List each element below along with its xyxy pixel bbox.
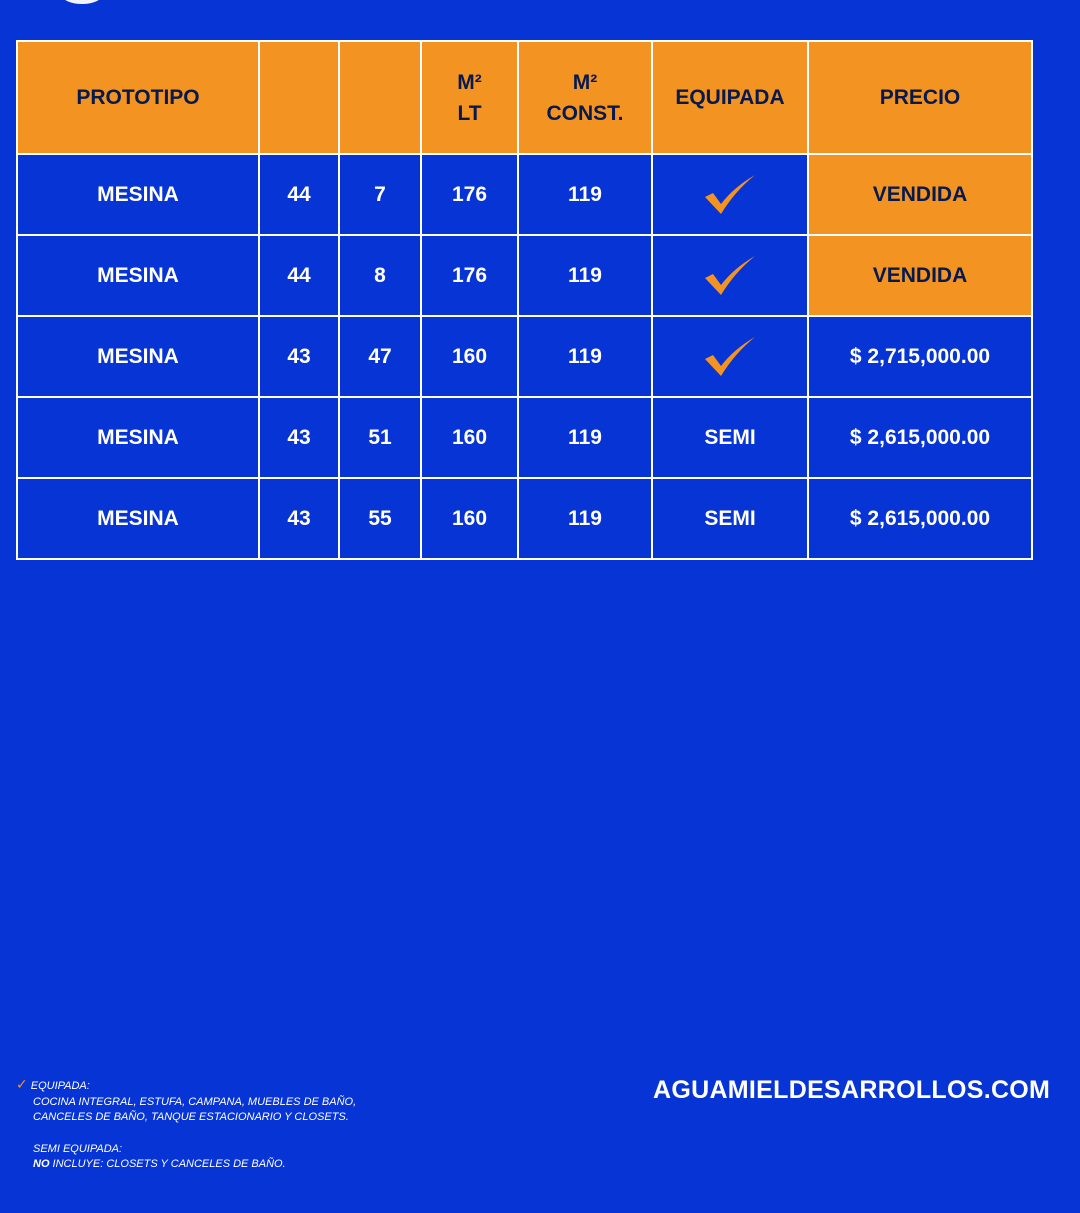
- cell-m2-const: 119: [518, 478, 652, 559]
- header-equipada: EQUIPADA: [652, 41, 808, 154]
- cell-col2: 43: [259, 397, 339, 478]
- cell-equipada: [652, 316, 808, 397]
- cell-col2: 43: [259, 478, 339, 559]
- cell-prototipo: MESINA: [17, 478, 259, 559]
- cell-m2-lt: 160: [421, 397, 518, 478]
- table-row: [17, 235, 1032, 316]
- legend-semi-text: INCLUYE: CLOSETS Y CANCELES DE BAÑO.: [49, 1158, 286, 1170]
- table-row: [17, 397, 1032, 478]
- cell-m2-const: 119: [518, 235, 652, 316]
- cell-prototipo: MESINA: [17, 316, 259, 397]
- cell-precio: $ 2,615,000.00: [808, 397, 1032, 478]
- cell-equipada: SEMI: [652, 397, 808, 478]
- cell-col3: 51: [339, 397, 421, 478]
- legend-equipada-line2: CANCELES DE BAÑO, TANQUE ESTACIONARIO Y CLOSETS.: [33, 1111, 349, 1123]
- cell-precio: $ 2,715,000.00: [808, 316, 1032, 397]
- legend-semi-title: SEMI EQUIPADA:: [33, 1142, 123, 1155]
- logo-fragment: [62, 0, 102, 4]
- cell-prototipo: MESINA: [17, 154, 259, 235]
- cell-prototipo: MESINA: [17, 397, 259, 478]
- cell-col3: 55: [339, 478, 421, 559]
- header-blank-1: [259, 41, 339, 154]
- cell-equipada: SEMI: [652, 478, 808, 559]
- cell-col2: 43: [259, 316, 339, 397]
- header-prototipo: PROTOTIPO: [17, 41, 259, 154]
- cell-equipada: [652, 235, 808, 316]
- legend-check-icon: ✓: [16, 1076, 28, 1092]
- cell-m2-lt: 176: [421, 235, 518, 316]
- header-m2-const: M² CONST.: [518, 41, 652, 154]
- legend-equipada-title: EQUIPADA:: [30, 1080, 90, 1092]
- table-row: [17, 478, 1032, 559]
- cell-col3: 7: [339, 154, 421, 235]
- cell-col3: 8: [339, 235, 421, 316]
- legend-equipada-line1: COCINA INTEGRAL, ESTUFA, CAMPANA, MUEBLES DE BAÑO,: [33, 1095, 357, 1108]
- cell-precio: VENDIDA: [808, 154, 1032, 235]
- price-table: [16, 40, 1033, 560]
- cell-prototipo: MESINA: [17, 235, 259, 316]
- cell-precio: $ 2,615,000.00: [808, 478, 1032, 559]
- header-blank-2: [339, 41, 421, 154]
- cell-precio: VENDIDA: [808, 235, 1032, 316]
- table-header-row: [17, 41, 1032, 154]
- legend: [16, 1077, 356, 1173]
- cell-m2-const: 119: [518, 397, 652, 478]
- legend-semi-no: NO: [33, 1158, 50, 1170]
- cell-col2: 44: [259, 235, 339, 316]
- cell-col3: 47: [339, 316, 421, 397]
- cell-m2-lt: 176: [421, 154, 518, 235]
- cell-m2-lt: 160: [421, 316, 518, 397]
- cell-col2: 44: [259, 154, 339, 235]
- table-row: [17, 316, 1032, 397]
- cell-equipada: [652, 154, 808, 235]
- header-m2-lt: M² LT: [421, 41, 518, 154]
- cell-m2-lt: 160: [421, 478, 518, 559]
- website-url[interactable]: AGUAMIELDESARROLLOS.COM: [653, 1076, 1051, 1104]
- cell-m2-const: 119: [518, 154, 652, 235]
- check-icon: [701, 252, 759, 300]
- check-icon: [701, 171, 759, 219]
- cell-m2-const: 119: [518, 316, 652, 397]
- table-row: [17, 154, 1032, 235]
- header-precio: PRECIO: [808, 41, 1032, 154]
- check-icon: [701, 333, 759, 381]
